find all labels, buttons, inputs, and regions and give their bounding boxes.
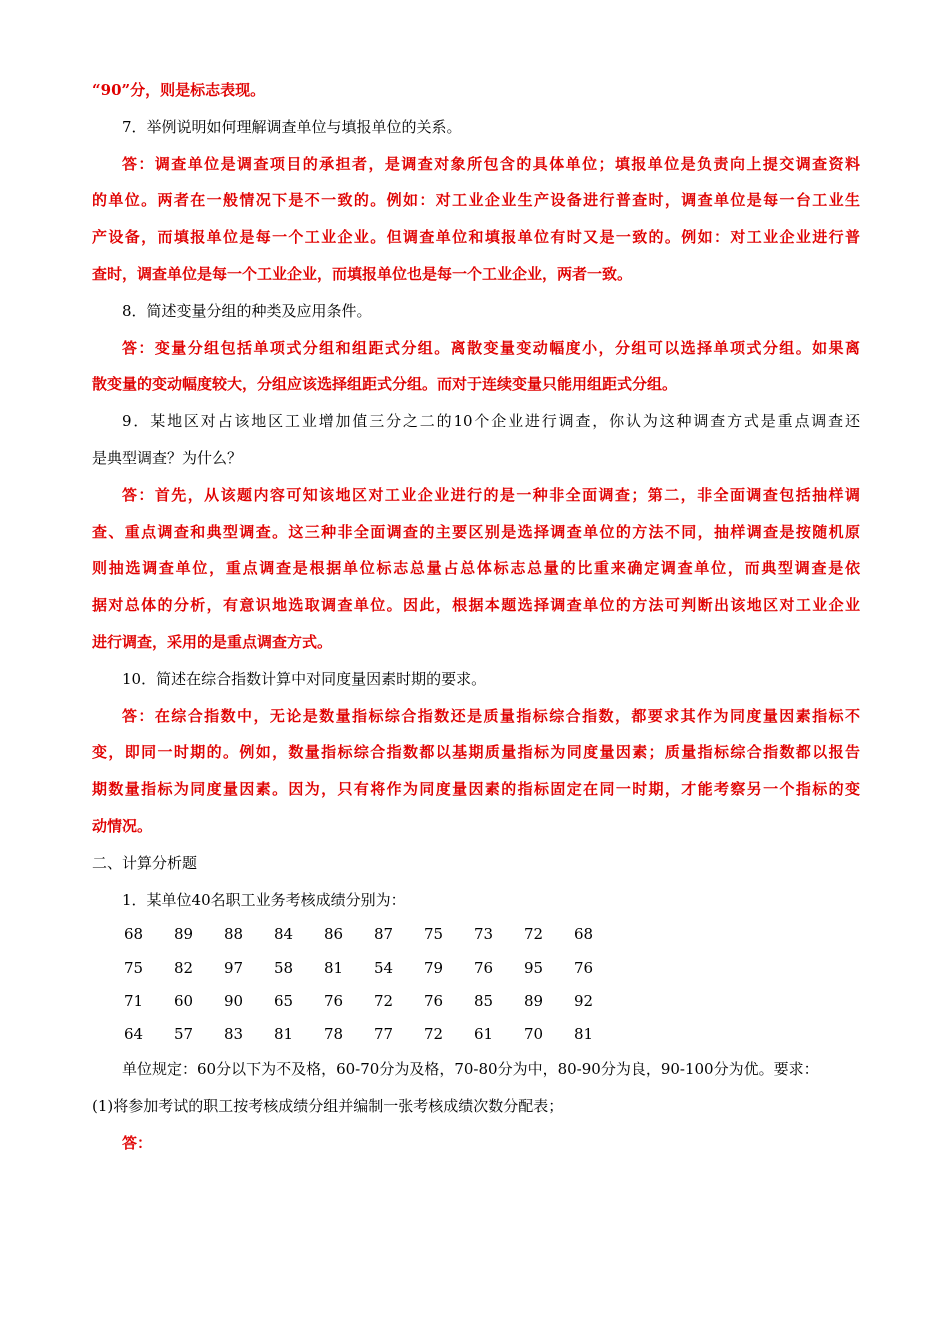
answer-10-line: 答：在综合指数中，无论是数量指标综合指数还是质量指标综合指数，都要求其作为同度量因素指标不: [122, 706, 860, 725]
score-cell: 64: [124, 1024, 144, 1043]
score-cell: 57: [174, 1024, 194, 1043]
answer-8-line: 散变量的变动幅度较大，分组应该选择组距式分组。而对于连续变量只能用组距式分组。: [92, 375, 678, 394]
score-cell: 72: [524, 925, 544, 944]
score-cell: 81: [274, 1024, 294, 1043]
score-cell: 68: [124, 925, 144, 944]
score-cell: 76: [424, 991, 444, 1010]
score-cell: 89: [174, 925, 194, 944]
question-8: 8．简述变量分组的种类及应用条件。: [122, 301, 372, 320]
score-cell: 82: [174, 958, 194, 977]
scores-row: [92, 918, 860, 951]
answer-9-line: 答：首先，从该题内容可知该地区对工业企业进行的是一种非全面调查；第二，非全面调查包括抽样调: [122, 485, 860, 504]
question-10: 10．简述在综合指数计算中对同度量因素时期的要求。: [122, 669, 487, 688]
score-cell: 86: [324, 925, 344, 944]
score-cell: 88: [224, 925, 244, 944]
score-cell: 70: [524, 1024, 544, 1043]
grading-rule: 单位规定：60分以下为不及格，60-70分为及格，70-80分为中，80-90分为良，90-100分为优。要求：: [122, 1060, 819, 1079]
score-cell: 72: [374, 991, 394, 1010]
score-cell: 87: [374, 925, 394, 944]
score-cell: 84: [274, 925, 294, 944]
scores-table: [92, 918, 860, 1051]
score-cell: 97: [224, 958, 244, 977]
score-cell: 89: [524, 991, 544, 1010]
score-cell: 58: [274, 958, 294, 977]
score-cell: 95: [524, 958, 544, 977]
score-cell: 72: [424, 1024, 444, 1043]
answer-10-line: 变，即同一时期的。例如，数量指标综合指数都以基期质量指标为同度量因素；质量指标综合指数都以报告: [92, 743, 860, 762]
score-cell: 76: [574, 958, 594, 977]
score-cell: 81: [324, 958, 344, 977]
answer-label: 答：: [122, 1133, 153, 1152]
score-cell: 71: [124, 991, 144, 1010]
score-cell: 68: [574, 925, 594, 944]
scores-row: [92, 985, 860, 1018]
answer-10-line: 期数量指标为同度量因素。因为，只有将作为同度量因素的指标固定在同一时期，才能考察另一个指标的变: [92, 780, 860, 799]
answer-text: “90”分，则是标志表现。: [92, 81, 266, 99]
calc-question-1: 1．某单位40名职工业务考核成绩分别为：: [122, 890, 406, 909]
score-cell: 60: [174, 991, 194, 1010]
answer-8-line: 答：变量分组包括单项式分组和组距式分组。离散变量变动幅度小，分组可以选择单项式分组。如果离: [122, 338, 860, 357]
score-cell: 85: [474, 991, 494, 1010]
score-cell: 83: [224, 1024, 244, 1043]
score-cell: 73: [474, 925, 494, 944]
sub-question-1: (1)将参加考试的职工按考核成绩分组并编制一张考核成绩次数分配表；: [92, 1096, 564, 1115]
score-cell: 75: [124, 958, 144, 977]
score-cell: 54: [374, 958, 394, 977]
answer-7-line: 查时，调查单位是每一个工业企业，而填报单位也是每一个工业企业，两者一致。: [92, 264, 633, 283]
scores-row: [92, 952, 860, 985]
answer-7-line: 答：调查单位是调查项目的承担者，是调查对象所包含的具体单位；填报单位是负责向上提交调查资料: [122, 154, 860, 173]
score-cell: 81: [574, 1024, 594, 1043]
section-heading: 二、计算分析题: [92, 853, 198, 872]
document-page: [92, 72, 860, 1161]
score-cell: 78: [324, 1024, 344, 1043]
answer-9-line: 据对总体的分析，有意识地选取调查单位。因此，根据本题选择调查单位的方法可判断出该地区对工业企业: [92, 596, 860, 615]
answer-7-line: 的单位。两者在一般情况下是不一致的。例如：对工业企业生产设备进行普查时，调查单位是每一台工业生: [92, 191, 860, 210]
score-cell: 92: [574, 991, 594, 1010]
answer-9-line: 查、重点调查和典型调查。这三种非全面调查的主要区别是选择调查单位的方法不同，抽样调查是按随机原: [92, 522, 860, 541]
score-cell: 75: [424, 925, 444, 944]
score-cell: 90: [224, 991, 244, 1010]
answer-7-line: 产设备，而填报单位是每一个工业企业。但调查单位和填报单位有时又是一致的。例如：对工业企业进行普: [92, 228, 860, 247]
answer-9-line: 进行调查，采用的是重点调查方式。: [92, 632, 333, 651]
score-cell: 79: [424, 958, 444, 977]
score-cell: 65: [274, 991, 294, 1010]
question-7: 7．举例说明如何理解调查单位与填报单位的关系。: [122, 117, 462, 136]
scores-row: [92, 1018, 860, 1051]
question-9-line: 9．某地区对占该地区工业增加值三分之二的10个企业进行调查，你认为这种调查方式是重点调查还: [122, 412, 860, 431]
score-cell: 61: [474, 1024, 494, 1043]
score-cell: 76: [474, 958, 494, 977]
score-cell: 77: [374, 1024, 394, 1043]
question-9-line: 是典型调查？为什么？: [92, 448, 243, 467]
score-cell: 76: [324, 991, 344, 1010]
answer-9-line: 则抽选调查单位，重点调查是根据单位标志总量占总体标志总量的比重来确定调查单位，而典型调查是依: [92, 559, 860, 578]
answer-10-line: 动情况。: [92, 816, 153, 835]
